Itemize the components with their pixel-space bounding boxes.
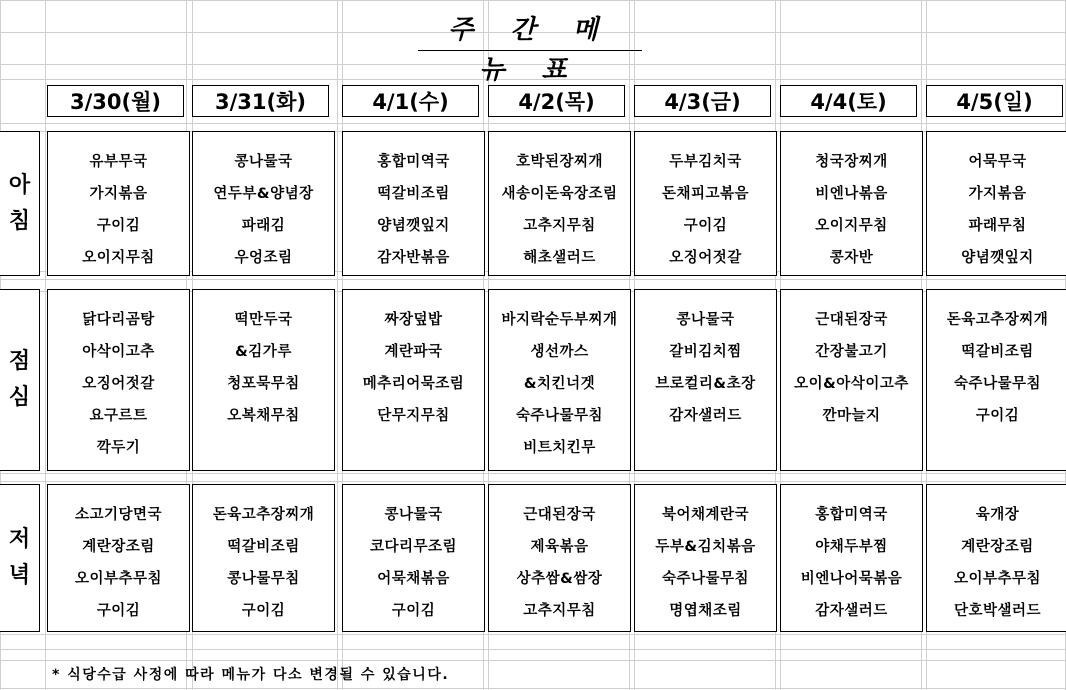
menu-item: 비엔나볶음 [815,186,888,202]
menu-item: 야채두부찜 [815,539,888,555]
menu-item: 계란장조림 [961,539,1034,555]
menu-item: 두부김치국 [669,154,742,170]
menu-item: 근대된장국 [523,507,596,523]
menu-item: 홍합미역국 [377,154,450,170]
menu-item: 제육볶음 [530,539,589,555]
lunch-label [0,289,40,471]
menu-item: 양념깻잎지 [961,250,1034,266]
lunch-menu-cell [342,289,485,471]
menu-item: 떡갈비조림 [227,539,300,555]
menu-item: 갈비김치찜 [669,344,742,360]
menu-item: 감자샐러드 [669,408,742,424]
dinner-menu-cell [488,484,631,632]
meal-label-char: 심 [8,385,31,410]
menu-item: 비엔나어묵볶음 [800,571,903,587]
menu-item: 북어채계란국 [661,507,750,523]
menu-item: 콩나물국 [384,507,443,523]
menu-item: &치킨너겟 [523,376,596,392]
menu-item: 양념깻잎지 [377,218,450,234]
footnote: * 식당수급 사정에 따라 메뉴가 다소 변경될 수 있습니다. [52,667,450,683]
menu-item: 숙주나물무침 [953,376,1042,392]
dinner-label [0,484,40,632]
menu-item: 숙주나물무침 [515,408,604,424]
dinner-menu-cell [926,484,1066,632]
dinner-menu-cell [192,484,335,632]
menu-item: 오이지무침 [815,218,888,234]
breakfast-label [0,131,40,276]
menu-item: 바지락순두부찌개 [501,312,618,328]
date-header: 3/30(월) [47,85,184,117]
date-header: 4/5(일) [926,85,1063,117]
menu-item: 콩나물무침 [227,571,300,587]
menu-item: 가지볶음 [968,186,1027,202]
lunch-menu-cell [192,289,335,471]
menu-item: 상추쌈&쌈장 [516,571,603,587]
menu-item: 아삭이고추 [82,344,155,360]
menu-item: 오이부추무침 [74,571,163,587]
menu-item: 코다리무조림 [369,539,458,555]
menu-item: 깐마늘지 [822,408,881,424]
menu-item: 오복채무침 [227,408,300,424]
menu-item: 메추리어묵조림 [362,376,465,392]
menu-item: 단무지무침 [377,408,450,424]
menu-item: 닭다리곰탕 [82,312,155,328]
date-header: 4/1(수) [342,85,479,117]
menu-item: 구이김 [96,218,141,234]
menu-item: 돈육고추장찌개 [212,507,315,523]
menu-item: 단호박샐러드 [953,603,1042,619]
dinner-menu-cell [634,484,777,632]
menu-item: 브로컬리&초장 [655,376,756,392]
breakfast-menu-cell [192,131,335,276]
menu-item: 홍합미역국 [815,507,888,523]
menu-item: 육개장 [975,507,1020,523]
lunch-menu-cell [47,289,190,471]
date-header: 4/2(목) [488,85,625,117]
menu-item: 감자샐러드 [815,603,888,619]
meal-label-char: 저 [8,527,31,552]
breakfast-menu-cell [926,131,1066,276]
menu-item: 근대된장국 [815,312,888,328]
menu-item: 어묵무국 [968,154,1027,170]
date-header: 3/31(화) [192,85,329,117]
date-header: 4/3(금) [634,85,771,117]
menu-item: 해초샐러드 [523,250,596,266]
date-header: 4/4(토) [780,85,917,117]
menu-item: 우엉조림 [234,250,293,266]
lunch-menu-cell [488,289,631,471]
breakfast-menu-cell [634,131,777,276]
menu-item: &김가루 [235,344,292,360]
menu-item: 명엽채조림 [669,603,742,619]
lunch-menu-cell [780,289,923,471]
menu-item: 오이부추무침 [953,571,1042,587]
menu-item: 파래무침 [968,218,1027,234]
menu-item: 고추지무침 [523,218,596,234]
menu-item: 콩자반 [829,250,874,266]
menu-item: 연두부&양념장 [213,186,314,202]
menu-item: 콩나물국 [234,154,293,170]
menu-item: 어묵채볶음 [377,571,450,587]
menu-item: 구이김 [96,603,141,619]
menu-item: 새송이돈육장조림 [501,186,618,202]
breakfast-menu-cell [342,131,485,276]
menu-item: 소고기당면국 [74,507,163,523]
dinner-menu-cell [780,484,923,632]
menu-item: 떡갈비조림 [377,186,450,202]
menu-item: 콩나물국 [676,312,735,328]
menu-item: 떡갈비조림 [961,344,1034,360]
menu-item: 청포묵무침 [227,376,300,392]
menu-item: 계란장조림 [82,539,155,555]
menu-item: 오이&아삭이고추 [794,376,909,392]
menu-item: 오징어젓갈 [669,250,742,266]
breakfast-menu-cell [47,131,190,276]
meal-label-char: 아 [8,172,31,198]
menu-item: 구이김 [975,408,1020,424]
menu-item: 깍두기 [96,440,141,456]
menu-item: 요구르트 [89,408,148,424]
menu-item: 생선까스 [530,344,589,360]
menu-item: 간장불고기 [815,344,888,360]
menu-item: 가지볶음 [89,186,148,202]
menu-item: 구이김 [683,218,728,234]
menu-item: 계란파국 [384,344,443,360]
menu-item: 숙주나물무침 [661,571,750,587]
dinner-menu-cell [342,484,485,632]
menu-item: 호박된장찌개 [515,154,604,170]
meal-label-char: 녁 [8,563,31,588]
meal-label-char: 침 [8,208,31,234]
menu-item: 고추지무침 [523,603,596,619]
menu-item: 구이김 [391,603,436,619]
lunch-menu-cell [634,289,777,471]
meal-label-char: 점 [8,349,31,374]
menu-item: 짜장덮밥 [384,312,443,328]
menu-item: 두부&김치볶음 [655,539,756,555]
dinner-menu-cell [47,484,190,632]
menu-item: 파래김 [241,218,286,234]
menu-item: 유부무국 [89,154,148,170]
page-title: 주 간 메 뉴 표 [418,10,642,51]
menu-item: 돈육고추장찌개 [946,312,1049,328]
breakfast-menu-cell [780,131,923,276]
menu-item: 청국장찌개 [815,154,888,170]
menu-item: 돈채피고볶음 [661,186,750,202]
menu-item: 구이김 [241,603,286,619]
menu-item: 오이지무침 [82,250,155,266]
lunch-menu-cell [926,289,1066,471]
menu-item: 비트치킨무 [523,440,596,456]
menu-item: 감자반볶음 [377,250,450,266]
menu-item: 떡만두국 [234,312,293,328]
menu-item: 오징어젓갈 [82,376,155,392]
breakfast-menu-cell [488,131,631,276]
